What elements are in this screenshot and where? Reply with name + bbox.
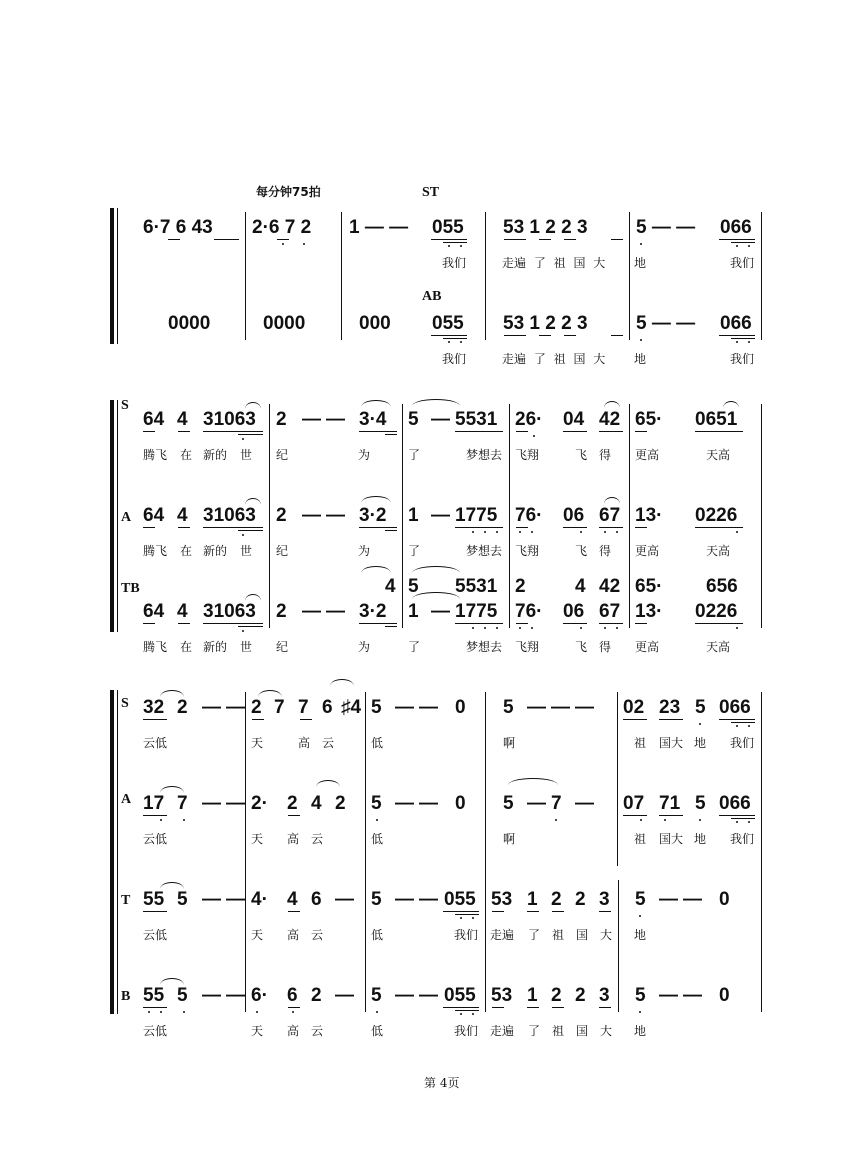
lyric: 我们 <box>442 256 467 270</box>
note: 4 <box>177 409 188 430</box>
note: 4 <box>311 793 322 814</box>
note: 656 <box>706 576 738 597</box>
note: 5 <box>408 409 419 430</box>
lyric: 梦想去 <box>466 544 503 558</box>
lyric: 在 <box>180 544 193 558</box>
lyric: 了 <box>528 1024 541 1038</box>
lyric: 地 <box>634 928 647 942</box>
note: — <box>683 985 702 1006</box>
system-bracket-line <box>117 208 118 344</box>
part-label-ab: AB <box>422 289 442 304</box>
lyric: 地 <box>634 256 647 270</box>
note: 3·4 <box>359 409 387 430</box>
lyric: 天高 <box>706 448 731 462</box>
lyric: 纪 <box>276 544 289 558</box>
measure: 066 <box>720 313 752 334</box>
lyric: 得 <box>599 544 612 558</box>
barline <box>341 212 342 340</box>
lyric: 大 <box>600 928 613 942</box>
note: 5 <box>408 576 419 597</box>
note: 5531 <box>455 409 498 430</box>
note: 2 <box>287 793 298 814</box>
system-bracket <box>110 208 114 344</box>
note: 0651 <box>695 409 738 430</box>
note: 5 <box>695 793 706 814</box>
note: — <box>431 601 450 622</box>
lyric: 为 <box>358 448 371 462</box>
lyric: 世 <box>240 640 253 654</box>
note: 02 <box>623 697 645 718</box>
barline <box>485 212 486 340</box>
note: 31063 <box>203 409 256 430</box>
note: 53 <box>491 985 513 1006</box>
note: 5 <box>371 793 382 814</box>
note: 4· <box>251 889 268 910</box>
note: — <box>226 697 245 718</box>
lyric: 纪 <box>276 640 289 654</box>
lyric: 高 <box>287 832 300 846</box>
part-label-st: ST <box>422 185 440 200</box>
barline <box>629 212 630 340</box>
lyric: 国大 <box>659 832 684 846</box>
lyric: 走遍 了 祖 国 大 <box>502 352 606 366</box>
lyric: 走遍 <box>490 1024 515 1038</box>
note: 64 <box>143 601 165 622</box>
lyric: 国 <box>576 1024 589 1038</box>
lyric: 我们 <box>454 1024 479 1038</box>
note: 066 <box>719 793 751 814</box>
note: 5 <box>503 697 514 718</box>
lyric: 更高 <box>635 448 660 462</box>
note: 13· <box>635 505 663 526</box>
lyric: 云低 <box>143 1024 168 1038</box>
note: 1 <box>408 505 419 526</box>
note: 7 <box>551 793 562 814</box>
note: 55 <box>143 985 165 1006</box>
note: 0 <box>719 889 730 910</box>
note: — <box>202 697 221 718</box>
lyric: 天 <box>251 1024 264 1038</box>
lyric: 纪 <box>276 448 289 462</box>
lyric: 云低 <box>143 832 168 846</box>
lyric: 在 <box>180 640 193 654</box>
note: 5 <box>635 985 646 1006</box>
note: 17 <box>143 793 165 814</box>
note: — <box>395 697 414 718</box>
note: 1 <box>408 601 419 622</box>
note: — <box>326 505 345 526</box>
note: 066 <box>719 697 751 718</box>
lyric: 我们 <box>442 352 467 366</box>
lyric: 我们 <box>730 736 755 750</box>
note: 2 <box>276 601 287 622</box>
note: — <box>551 697 570 718</box>
lyric: 啊 <box>503 736 516 750</box>
measure: 53 1 2 2 3 <box>503 313 588 334</box>
note: 42 <box>599 576 621 597</box>
note: — <box>226 793 245 814</box>
lyric: 祖 <box>634 736 647 750</box>
note: — <box>226 889 245 910</box>
barline <box>245 692 246 1012</box>
lyric: 我们 <box>730 352 755 366</box>
note: ♯4 <box>341 697 362 718</box>
part-label-tenor: T <box>121 893 131 908</box>
note: 4 <box>177 601 188 622</box>
part-label-alto: A <box>121 510 132 525</box>
lyric: 为 <box>358 544 371 558</box>
note: — <box>659 985 678 1006</box>
note: 5 <box>177 985 188 1006</box>
note: — <box>419 697 438 718</box>
lyric: 为 <box>358 640 371 654</box>
system-bracket-line <box>117 690 118 1014</box>
barline <box>617 692 618 866</box>
note: 2 <box>515 576 526 597</box>
note: 07 <box>623 793 645 814</box>
barline <box>761 692 762 1012</box>
lyric: 天 <box>251 928 264 942</box>
note: — <box>419 985 438 1006</box>
lyric: 梦想去 <box>466 448 503 462</box>
note: 3 <box>599 985 610 1006</box>
part-label-alto: A <box>121 792 132 807</box>
note: 2· <box>251 793 268 814</box>
lyric: 飞翔 <box>515 544 540 558</box>
note: 4 <box>177 505 188 526</box>
note: 42 <box>599 409 621 430</box>
note: 055 <box>444 889 476 910</box>
barline <box>509 404 510 628</box>
lyric: 得 <box>599 448 612 462</box>
part-label-tb: TB <box>121 581 140 596</box>
note: 1775 <box>455 505 498 526</box>
note: — <box>202 889 221 910</box>
note: — <box>395 793 414 814</box>
note: 71 <box>659 793 681 814</box>
note: 55 <box>143 889 165 910</box>
note: 7 <box>177 793 188 814</box>
lyric: 了 <box>408 544 421 558</box>
note: 3·2 <box>359 505 387 526</box>
note: 64 <box>143 505 165 526</box>
note: 04 <box>563 409 585 430</box>
note: 4 <box>385 576 396 597</box>
barline <box>402 404 403 628</box>
lyric: 高 <box>298 736 311 750</box>
lyric: 低 <box>371 832 384 846</box>
note: 06 <box>563 505 585 526</box>
barline <box>245 212 246 340</box>
lyric: 在 <box>180 448 193 462</box>
note: 5 <box>503 793 514 814</box>
note: 65· <box>635 409 663 430</box>
lyric: 天高 <box>706 544 731 558</box>
note: 5 <box>177 889 188 910</box>
lyric: 飞 <box>575 544 588 558</box>
note: 5 <box>371 697 382 718</box>
lyric: 祖 <box>552 1024 565 1038</box>
note: 0226 <box>695 505 738 526</box>
note: 055 <box>444 985 476 1006</box>
lyric: 得 <box>599 640 612 654</box>
note: 76· <box>515 601 543 622</box>
lyric: 地 <box>694 832 707 846</box>
note: — <box>326 409 345 430</box>
note: 3 <box>599 889 610 910</box>
note: 2 <box>311 985 322 1006</box>
lyric: 我们 <box>730 256 755 270</box>
barline <box>365 692 366 1012</box>
note: — <box>575 697 594 718</box>
note: 5 <box>695 697 706 718</box>
note: 2 <box>551 985 562 1006</box>
measure: 5 — — <box>636 313 696 334</box>
lyric: 走遍 <box>490 928 515 942</box>
lyric: 高 <box>287 928 300 942</box>
lyric: 国大 <box>659 736 684 750</box>
note: 5531 <box>455 576 498 597</box>
note: — <box>431 409 450 430</box>
lyric: 飞 <box>575 640 588 654</box>
note: — <box>302 505 321 526</box>
lyric: 高 <box>287 1024 300 1038</box>
lyric: 更高 <box>635 640 660 654</box>
note: 6 <box>311 889 322 910</box>
note: — <box>326 601 345 622</box>
barline <box>761 404 762 628</box>
lyric: 了 <box>408 640 421 654</box>
lyric: 腾飞 <box>143 640 168 654</box>
lyric: 大 <box>600 1024 613 1038</box>
note: 32 <box>143 697 165 718</box>
measure: 0000 <box>263 313 306 334</box>
note: 0226 <box>695 601 738 622</box>
measure: 53 1 2 2 3 <box>503 217 588 238</box>
lyric: 啊 <box>503 832 516 846</box>
note: 23 <box>659 697 681 718</box>
note: 31063 <box>203 601 256 622</box>
measure: 5 — — <box>636 217 696 238</box>
note: 2 <box>276 409 287 430</box>
note: 0 <box>455 697 466 718</box>
note: 26· <box>515 409 543 430</box>
lyric: 世 <box>240 448 253 462</box>
lyric: 世 <box>240 544 253 558</box>
lyric: 飞翔 <box>515 448 540 462</box>
note: — <box>419 793 438 814</box>
lyric: 国 <box>576 928 589 942</box>
lyric: 新的 <box>203 640 228 654</box>
lyric: 低 <box>371 736 384 750</box>
lyric: 地 <box>634 352 647 366</box>
note: 2 <box>335 793 346 814</box>
lyric: 新的 <box>203 544 228 558</box>
lyric: 云低 <box>143 736 168 750</box>
note: 2 <box>575 889 586 910</box>
note: 67 <box>599 505 621 526</box>
note: 2 <box>251 697 262 718</box>
barline <box>485 692 486 1012</box>
note: — <box>302 409 321 430</box>
lyric: 腾飞 <box>143 448 168 462</box>
lyric: 飞 <box>575 448 588 462</box>
note: — <box>202 985 221 1006</box>
note: 53 <box>491 889 513 910</box>
measure: 055 <box>432 217 464 238</box>
note: 7 <box>274 697 285 718</box>
lyric: 祖 <box>552 928 565 942</box>
lyric: 云低 <box>143 928 168 942</box>
note: — <box>575 793 594 814</box>
note: 0 <box>455 793 466 814</box>
lyric: 了 <box>528 928 541 942</box>
note: 6 <box>322 697 333 718</box>
lyric: 云 <box>322 736 335 750</box>
lyric: 了 <box>408 448 421 462</box>
part-label-bass: B <box>121 989 131 1004</box>
note: — <box>395 985 414 1006</box>
lyric: 梦想去 <box>466 640 503 654</box>
note: — <box>202 793 221 814</box>
note: — <box>683 889 702 910</box>
lyric: 天高 <box>706 640 731 654</box>
lyric: 走遍 了 祖 国 大 <box>502 256 606 270</box>
lyric: 云 <box>311 1024 324 1038</box>
note: — <box>302 601 321 622</box>
note: 5 <box>371 889 382 910</box>
note: 4 <box>575 576 586 597</box>
lyric: 云 <box>311 928 324 942</box>
note: — <box>419 889 438 910</box>
barline <box>269 404 270 628</box>
lyric: 我们 <box>454 928 479 942</box>
lyric: 低 <box>371 928 384 942</box>
note: — <box>335 889 354 910</box>
note: — <box>659 889 678 910</box>
lyric: 天 <box>251 832 264 846</box>
note: 6· <box>251 985 268 1006</box>
page-number: 第 4页 <box>424 1076 460 1090</box>
note: 2 <box>276 505 287 526</box>
note: 2 <box>177 697 188 718</box>
system-bracket <box>110 690 114 1014</box>
lyric: 新的 <box>203 448 228 462</box>
note: — <box>431 505 450 526</box>
system-bracket-line <box>117 400 118 632</box>
note: 2 <box>575 985 586 1006</box>
note: 5 <box>371 985 382 1006</box>
note: 76· <box>515 505 543 526</box>
note: 65· <box>635 576 663 597</box>
lyric: 地 <box>694 736 707 750</box>
measure: 0000 <box>168 313 211 334</box>
part-label-soprano: S <box>121 398 129 413</box>
note: — <box>395 889 414 910</box>
note: 64 <box>143 409 165 430</box>
barline <box>761 212 762 340</box>
note: 67 <box>599 601 621 622</box>
note: 6 <box>287 985 298 1006</box>
lyric: 低 <box>371 1024 384 1038</box>
lyric: 飞翔 <box>515 640 540 654</box>
note: 31063 <box>203 505 256 526</box>
measure: 2·6 7 2 <box>252 217 312 238</box>
note: 2 <box>551 889 562 910</box>
tempo-marking: 每分钟75拍 <box>256 185 321 199</box>
lyric: 腾飞 <box>143 544 168 558</box>
note: 06 <box>563 601 585 622</box>
note: 5 <box>635 889 646 910</box>
note: 1775 <box>455 601 498 622</box>
measure: 000 <box>359 313 391 334</box>
note: — <box>226 985 245 1006</box>
part-label-soprano: S <box>121 696 129 711</box>
measure: 055 <box>432 313 464 334</box>
lyric: 更高 <box>635 544 660 558</box>
measure: 1 — — <box>349 217 409 238</box>
system-bracket <box>110 400 114 632</box>
barline <box>629 404 630 628</box>
lyric: 祖 <box>634 832 647 846</box>
note: 4 <box>287 889 298 910</box>
lyric: 云 <box>311 832 324 846</box>
measure: 066 <box>720 217 752 238</box>
note: 3·2 <box>359 601 387 622</box>
barline <box>618 880 619 1012</box>
note: 1 <box>527 889 538 910</box>
lyric: 天 <box>251 736 264 750</box>
note: 7 <box>298 697 309 718</box>
measure: 6·7 6 43 <box>143 217 213 238</box>
note: — <box>527 793 546 814</box>
lyric: 我们 <box>730 832 755 846</box>
note: 1 <box>527 985 538 1006</box>
note: — <box>335 985 354 1006</box>
note: — <box>527 697 546 718</box>
note: 13· <box>635 601 663 622</box>
lyric: 地 <box>634 1024 647 1038</box>
note: 0 <box>719 985 730 1006</box>
